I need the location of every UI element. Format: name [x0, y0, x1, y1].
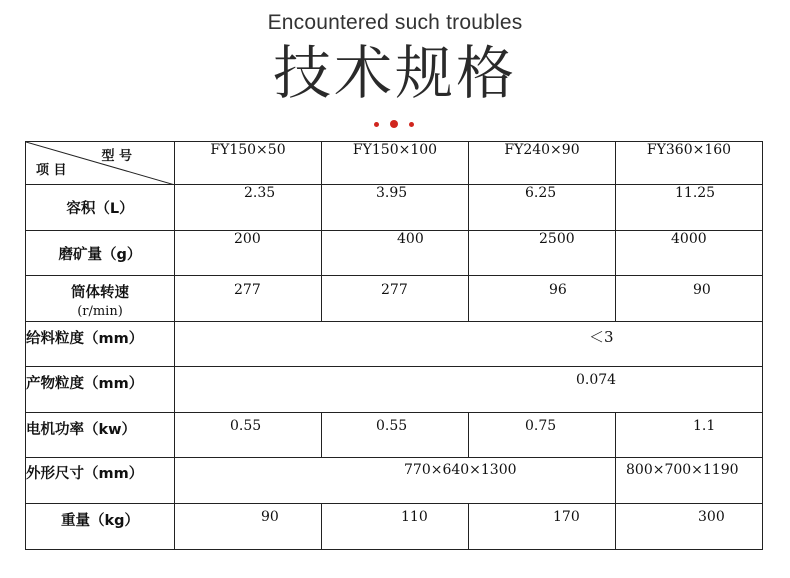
row-label-main: 筒体转速	[71, 285, 129, 301]
dot-icon	[390, 120, 398, 128]
row-label: 产物粒度（mm）	[26, 367, 175, 413]
table-cell: 300	[616, 504, 763, 550]
table-cell: 0.55	[175, 413, 322, 458]
table-row	[26, 458, 763, 504]
table-cell: 4000	[616, 231, 763, 276]
section-title: 技术规格	[272, 39, 517, 107]
table-cell: 96	[469, 276, 616, 322]
row-label: 外形尺寸（mm）	[26, 458, 175, 504]
row-label: 容积（L）	[26, 185, 175, 231]
table-cell: 6.25	[469, 185, 616, 231]
section-subtitle: Encountered such troubles	[267, 11, 523, 34]
table-header-row	[26, 142, 763, 185]
table-cell: 170	[469, 504, 616, 550]
table-row	[26, 231, 763, 276]
table-row	[26, 276, 763, 322]
row-label-unit: (r/min)	[77, 304, 123, 319]
column-header: FY240×90	[469, 142, 616, 185]
corner-model-label: 型 号	[101, 149, 132, 164]
row-label: 给料粒度（mm）	[26, 322, 175, 367]
merged-cell: 770×640×1300	[175, 458, 616, 504]
spec-table	[25, 141, 763, 550]
row-label	[26, 276, 175, 322]
dot-icon	[409, 122, 414, 127]
table-cell: 11.25	[616, 185, 763, 231]
table-row	[26, 185, 763, 231]
table-row	[26, 504, 763, 550]
merged-cell: 0.074	[175, 367, 763, 413]
row-label: 磨矿量（g）	[26, 231, 175, 276]
table-cell: 3.95	[322, 185, 469, 231]
corner-item-label: 项 目	[36, 163, 67, 178]
table-cell: 0.75	[469, 413, 616, 458]
corner-header-cell	[26, 142, 175, 185]
table-cell: 1.1	[616, 413, 763, 458]
row-label: 重量（kg）	[26, 504, 175, 550]
table-row	[26, 367, 763, 413]
column-header: FY150×100	[322, 142, 469, 185]
table-cell: 400	[322, 231, 469, 276]
column-header: FY360×160	[616, 142, 763, 185]
column-header: FY150×50	[175, 142, 322, 185]
table-row	[26, 413, 763, 458]
table-cell: 800×700×1190	[616, 458, 763, 504]
dot-icon	[374, 122, 379, 127]
table-cell: 110	[322, 504, 469, 550]
table-cell: 277	[322, 276, 469, 322]
row-label: 电机功率（kw）	[26, 413, 175, 458]
table-row	[26, 322, 763, 367]
table-cell: 277	[175, 276, 322, 322]
merged-cell: ＜3	[175, 322, 763, 367]
table-cell: 2.35	[175, 185, 322, 231]
table-cell: 0.55	[322, 413, 469, 458]
table-cell: 90	[616, 276, 763, 322]
table-cell: 90	[175, 504, 322, 550]
table-cell: 200	[175, 231, 322, 276]
table-cell: 2500	[469, 231, 616, 276]
decorative-dots	[372, 120, 422, 128]
